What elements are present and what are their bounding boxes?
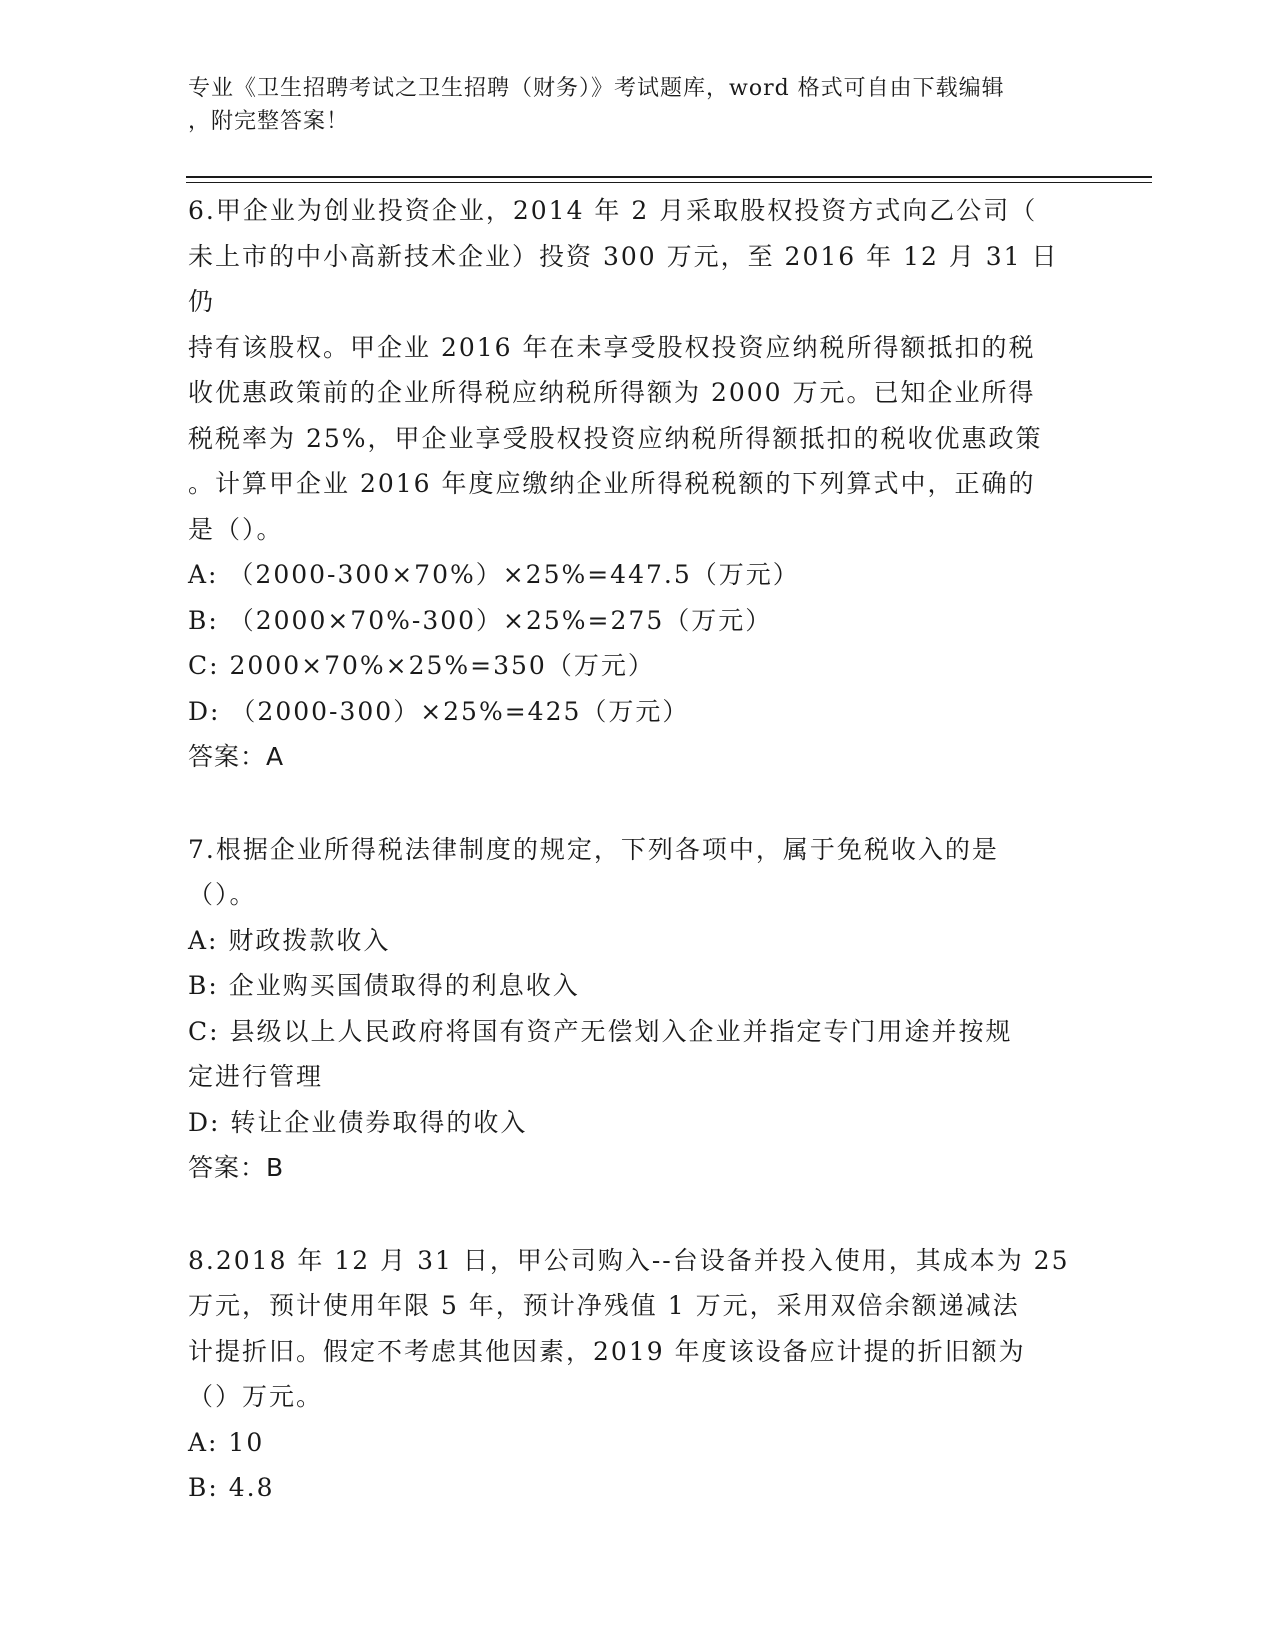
- question-stem-line: 。计算甲企业 2016 年度应缴纳企业所得税税额的下列算式中，正确的: [188, 469, 1036, 498]
- header-divider-thick: [186, 176, 1152, 178]
- answer-label: 答案：A: [188, 742, 285, 771]
- question-stem-line: 税税率为 25%，甲企业享受股权投资应纳税所得额抵扣的税收优惠政策: [188, 423, 1043, 453]
- question-stem-line: 万元，预计使用年限 5 年，预计净残值 1 万元，采用双倍余额递减法: [188, 1291, 1020, 1320]
- question-list: [188, 188, 1078, 1511]
- header-line-2: ，附完整答案！: [188, 109, 350, 134]
- question-7: [188, 827, 1078, 1191]
- header-line-1: 专业《卫生招聘考试之卫生招聘（财务）》考试题库，word 格式可自由下载编辑: [188, 76, 1005, 101]
- option-c-continued: 定进行管理: [188, 1062, 324, 1091]
- option-b: B: 4.8: [188, 1473, 275, 1502]
- question-6: [188, 188, 1078, 780]
- header-divider-thin: [186, 182, 1152, 183]
- question-stem-line: （）万元。: [188, 1382, 324, 1411]
- option-c: C: 2000×70%×25%=350（万元）: [188, 651, 655, 680]
- question-stem-line: 6.甲企业为创业投资企业，2014 年 2 月采取股权投资方式向乙公司（: [188, 196, 1038, 225]
- option-a: A: （2000-300×70%）×25%=447.5（万元）: [188, 560, 800, 589]
- question-stem-line: 7.根据企业所得税法律制度的规定，下列各项中，属于免税收入的是: [188, 834, 999, 864]
- question-stem-line: 收优惠政策前的企业所得税应纳税所得额为 2000 万元。已知企业所得: [188, 378, 1036, 407]
- question-8: [188, 1238, 1078, 1511]
- question-stem-line: （）。: [188, 880, 257, 909]
- spacer: [188, 780, 1078, 827]
- spacer: [188, 1191, 1078, 1238]
- question-stem-line: 8.2018 年 12 月 31 日，甲公司购入--台设备并投入使用，其成本为 25: [188, 1245, 1070, 1275]
- option-d: D: （2000-300）×25%=425（万元）: [188, 696, 690, 726]
- option-a: A: 10: [188, 1427, 265, 1457]
- question-stem-line: 是（）。: [188, 514, 284, 544]
- option-b: B: （2000×70%-300）×25%=275（万元）: [188, 605, 773, 635]
- question-stem-line: 持有该股权。甲企业 2016 年在未享受股权投资应纳税所得额抵扣的税: [188, 332, 1036, 362]
- answer-label: 答案：B: [188, 1153, 285, 1182]
- option-b: B: 企业购买国债取得的利息收入: [188, 971, 580, 1000]
- option-a: A: 财政拨款收入: [188, 925, 391, 955]
- question-stem-line: 计提折旧。假定不考虑其他因素，2019 年度该设备应计提的折旧额为: [188, 1336, 1026, 1366]
- option-c: C: 县级以上人民政府将国有资产无偿划入企业并指定专门用途并按规: [188, 1016, 1013, 1046]
- question-stem-line: 未上市的中小高新技术企业）投资 300 万元，至 2016 年 12 月 31 日仍: [188, 241, 1059, 316]
- document-header: [188, 72, 1068, 138]
- option-d: D: 转让企业债券取得的收入: [188, 1107, 528, 1137]
